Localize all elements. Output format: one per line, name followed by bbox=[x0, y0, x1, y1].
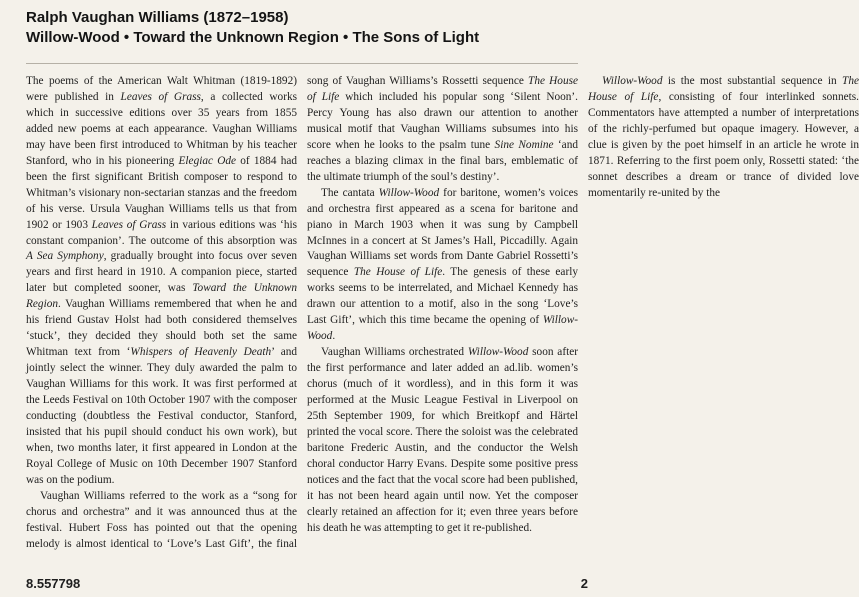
italic-title-text: Leaves of Grass bbox=[91, 218, 167, 231]
body-paragraph bbox=[307, 345, 578, 536]
italic-title-text: Elegiac Ode bbox=[178, 154, 237, 167]
italic-title-text: The House of Life bbox=[588, 75, 859, 103]
body-text bbox=[26, 74, 859, 568]
paragraph-text: The poems of the American Walt Whitman (1819-1892) were published in bbox=[26, 75, 297, 103]
header-divider bbox=[26, 63, 578, 64]
paragraph-text: . The genesis of these early works seems to be interrelated, and Michael Kennedy has drawn our attention to a motif, also in the song ‘Love’s Last Gift’, which this time became the opening of bbox=[307, 266, 578, 327]
italic-title-text: The House of Life bbox=[353, 266, 443, 279]
italic-title-text: Sine Nomine bbox=[494, 138, 554, 151]
body-paragraph bbox=[26, 74, 297, 489]
paragraph-text: which included his popular song ‘Silent Noon’. Percy Young has also drawn our attention to another musical motif that Vaughan Williams subsumes into his score when he looks to the psalm tune bbox=[307, 90, 579, 151]
paragraph-text: . bbox=[332, 330, 336, 343]
paragraph-text: The cantata bbox=[321, 186, 379, 199]
italic-title-text: Willow-Wood bbox=[467, 346, 529, 359]
composer-heading: Ralph Vaughan Williams (1872–1958) bbox=[26, 9, 289, 26]
paragraph-text: Vaughan Williams referred to the work as a “song for chorus and orchestra” and it was announced thus at the festival. Hubert Foss has pointed out that the opening melody is almost identical to ‘Love’s Last Gift’, the final song of Vaughan Williams’s Rossetti sequence bbox=[26, 75, 529, 550]
paragraph-text: , gradually brought into focus over seven years and first heard in 1910. A companion piece, started later but completed sooner, was bbox=[26, 250, 297, 295]
page-number: 2 bbox=[580, 576, 588, 591]
paragraph-text: , consisting of four interlinked sonnets. Commentators have attempted a number of interpretations of the richly-perfumed but opaque imagery. However, a clue is given by the poet himself in an article he wrote in 1871. Referring to the first poem only, Rossetti stated: ‘the sonnet describes a dream or trance of divided love momentarily re-united by the bbox=[588, 90, 859, 199]
paragraph-text: , a collected works which in successive editions over 35 years from 1855 added new poems at each appearance. Vaughan Williams may have been first introduced to Whitman by his teacher Stanford, who in his pioneering bbox=[26, 90, 297, 167]
italic-title-text: Willow-Wood bbox=[307, 314, 578, 343]
italic-title-text: The House of Life bbox=[307, 75, 579, 103]
paragraph-text: ‘and reaches a blazing climax in the final bars, emblematic of the ultimate triumph of the soul’s destiny’. bbox=[307, 138, 578, 183]
catalogue-number: 8.557798 bbox=[26, 576, 81, 591]
works-heading: Willow-Wood • Toward the Unknown Region • The Sons of Light bbox=[26, 29, 480, 46]
italic-title-text: Willow-Wood bbox=[378, 186, 440, 199]
italic-title-text: Whispers of Heavenly Death bbox=[130, 346, 272, 359]
paragraph-text: . Vaughan Williams remembered that when he and his friend Gustav Holst had both considered themselves ‘stuck’, they decided they should both set the same Whitman text from ‘ bbox=[26, 298, 297, 359]
paragraph-text: of 1884 had been the first significant British composer to respond to Whitman’s visionary non-sectarian stanzas and the freedom of his verse. Ursula Vaughan Williams tells us that from 1902 or 1903 bbox=[26, 154, 298, 231]
body-paragraph bbox=[588, 74, 859, 202]
paragraph-text: soon after the first performance and later added an ad.lib. women’s chorus (much of it wordless), and in this form it was performed at the Music League Festival in Liverpool on 25th September 1909, for which Breitkopf and Härtel printed the vocal score. There the soloist was the celebrated baritone Frederic Austin, and the conductor the Welsh choral conductor Harry Evans. Despite some positive press notices and the fact that the vocal score had been published, it has not been heard again until now. Yet the composer clearly retained an affection for it; even three years before his death he was attempting to get it re-published. bbox=[307, 346, 578, 534]
body-paragraph bbox=[307, 186, 578, 346]
paragraph-text: Vaughan Williams orchestrated bbox=[321, 346, 468, 359]
italic-title-text: Toward the Unknown Region bbox=[26, 282, 297, 311]
paragraph-text: is the most substantial sequence in bbox=[662, 75, 843, 87]
paragraph-text: in various editions was ‘his constant companion’. The outcome of this absorption was bbox=[26, 218, 297, 247]
header bbox=[26, 8, 586, 48]
italic-title-text: Leaves of Grass bbox=[120, 90, 201, 103]
paragraph-text: ’ and jointly select the winner. They duly awarded the palm to Vaughan Williams for this work. It was first performed at the Leeds Festival on 10th October 1907 with the composer conducting (doubtless the Festival conductor, Stanford, insisted that his pupil should conduct his own work), but when, two months later, it first appeared in London at the Royal College of Music on 10th December 1907 Stanford was on the podium. bbox=[26, 346, 298, 486]
paragraph-text: for baritone, women’s voices and orchestra first appeared as a scena for baritone and piano in March 1903 when it was sung by Campbell McInnes in a concert at St James’s Hall, Piccadilly. Again Vaughan Williams set words from Dante Gabriel Rossetti’s sequence bbox=[307, 186, 578, 279]
italic-title-text: Willow-Wood bbox=[602, 75, 663, 87]
italic-title-text: A Sea Symphony bbox=[26, 250, 104, 263]
